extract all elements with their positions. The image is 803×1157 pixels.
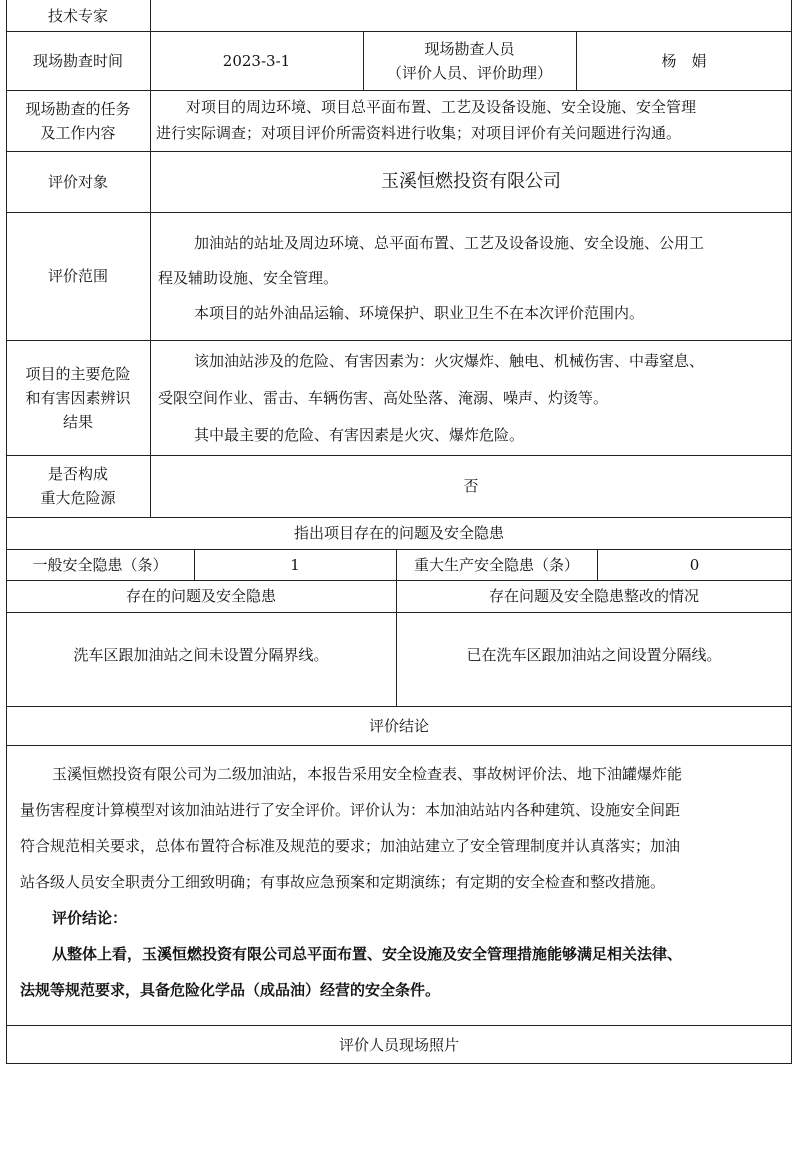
- fix-text: 已在洗车区跟加油站之间设置分隔线。: [466, 646, 722, 664]
- survey-staff-value: 杨 娟: [661, 51, 707, 70]
- scope-line: 本项目的站外油品运输、环境保护、职业卫生不在本次评价范围内。: [194, 304, 645, 322]
- task-label-line: 现场勘查的任务: [25, 99, 131, 118]
- row-divider: [6, 745, 792, 746]
- fix-col-header: 存在问题及安全隐患整改的情况: [488, 587, 699, 605]
- survey-time-value: 2023-3-1: [222, 51, 291, 70]
- hazard-label-line: 项目的主要危险: [25, 364, 131, 383]
- scope-label: 评价范围: [47, 267, 108, 285]
- conclusion-bold-line: 从整体上看，玉溪恒燃投资有限公司总平面布置、安全设施及安全管理措施能够满足相关法律、: [52, 945, 683, 963]
- expert-label: 技术专家: [47, 6, 108, 25]
- conclusion-line: 玉溪恒燃投资有限公司为二级加油站，本报告采用安全检查表、事故树评价法、地下油罐爆炸能: [52, 765, 683, 783]
- hazard-line: 受限空间作业、雷击、车辆伤害、高处坠落、淹溺、噪声、灼烫等。: [158, 389, 609, 407]
- task-line: 对项目的周边环境、项目总平面布置、工艺及设备设施、安全设施、安全管理: [186, 98, 697, 116]
- general-count-value: 1: [290, 555, 300, 574]
- scope-line: 加油站的站址及周边环境、总平面布置、工艺及设备设施、安全设施、公用工: [194, 234, 705, 252]
- conclusion-header: 评价结论: [368, 716, 429, 735]
- hazard-label-line: 结果: [62, 412, 93, 431]
- conclusion-subtitle: 评价结论：: [52, 909, 128, 927]
- hazard-content: [150, 343, 792, 454]
- issues-header: 指出项目存在的问题及安全隐患: [293, 524, 504, 542]
- major-count-label: 重大生产安全隐患（条）: [413, 555, 579, 574]
- conclusion-body: [6, 756, 792, 1008]
- major-hazard-label-line: 重大危险源: [40, 489, 116, 507]
- scope-content: [150, 226, 792, 331]
- task-content: [150, 94, 792, 146]
- survey-time-label: 现场勘查时间: [32, 51, 123, 70]
- object-value: 玉溪恒燃投资有限公司: [381, 170, 561, 192]
- survey-staff-label-line: 现场勘查人员: [424, 39, 515, 58]
- conclusion-line: 站各级人员安全职责分工细致明确；有事故应急预案和定期演练；有定期的安全检查和整改措施。: [20, 873, 666, 891]
- task-line: 进行实际调查；对项目评价所需资料进行收集；对项目评价有关问题进行沟通。: [156, 124, 682, 142]
- task-label-line: 及工作内容: [40, 123, 116, 142]
- survey-staff-label-line: （评价人员、评价助理）: [386, 63, 552, 82]
- conclusion-bold-line: 法规等规范要求，具备危险化学品（成品油）经营的安全条件。: [20, 981, 441, 999]
- conclusion-line: 符合规范相关要求，总体布置符合标准及规范的要求；加油站建立了安全管理制度并认真落实；加油: [20, 837, 681, 855]
- hazard-line: 其中最主要的危险、有害因素是火灾、爆炸危险。: [194, 426, 525, 444]
- survey-staff-label: [363, 31, 576, 90]
- hazard-line: 该加油站涉及的危险、有害因素为：火灾爆炸、触电、机械伤害、中毒窒息、: [194, 352, 705, 370]
- conclusion-line: 量伤害程度计算模型对该加油站进行了安全评价。评价认为：本加油站站内各种建筑、设施安全间距: [20, 801, 681, 819]
- hazard-label-line: 和有害因素辨识: [25, 388, 131, 407]
- major-count-value: 0: [689, 555, 700, 574]
- scope-line: 程及辅助设施、安全管理。: [158, 269, 339, 287]
- task-label: [6, 90, 150, 151]
- photo-header: 评价人员现场照片: [338, 1035, 459, 1054]
- issue-text: 洗车区跟加油站之间未设置分隔界线。: [73, 646, 329, 664]
- general-count-label: 一般安全隐患（条）: [32, 555, 168, 574]
- major-hazard-label-line: 是否构成: [47, 465, 108, 483]
- object-label: 评价对象: [47, 172, 108, 191]
- issues-col-header: 存在的问题及安全隐患: [125, 587, 276, 605]
- hazard-label: [6, 340, 150, 455]
- major-hazard-value: 否: [463, 477, 479, 495]
- major-hazard-label: [6, 455, 150, 517]
